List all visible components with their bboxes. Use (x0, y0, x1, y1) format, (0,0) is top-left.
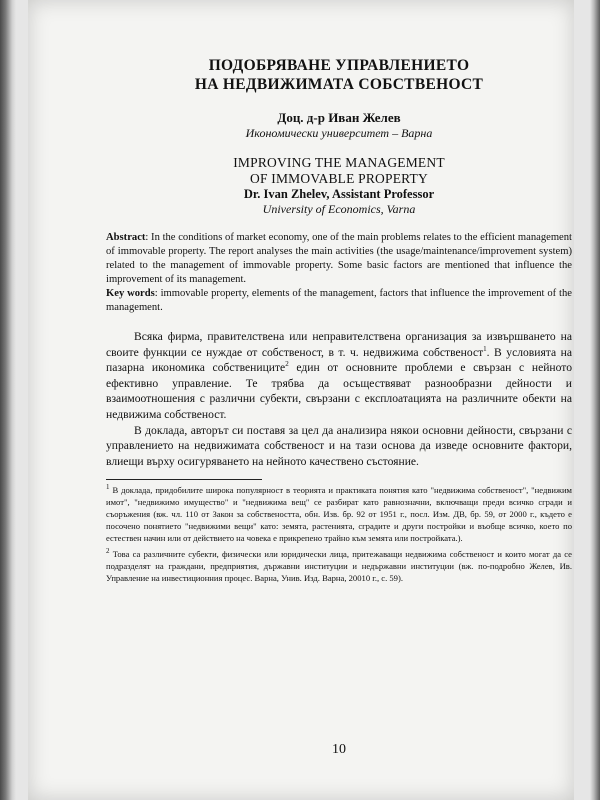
title-en-line-2: OF IMMOVABLE PROPERTY (250, 171, 428, 186)
affiliation-bg: Икономически университет – Варна (245, 126, 433, 140)
footnote-1 (106, 484, 572, 544)
title-bg-line-2: НА НЕДВИЖИМАТА СОБСТВЕНОСТ (194, 76, 484, 93)
title-en (106, 155, 572, 187)
footnote-divider (106, 479, 262, 480)
scan-shadow-right (590, 0, 600, 800)
footnote-2-text: Това са различните субекти, физически или юридически лица, притежаващи недвижима собственост и които могат да се подразделят на граждани, предприятия, държавни институции и недържавни институции (вж. по-подробно Желев, Ив. Управление на инвестиционния процес. Варна, Унив. Изд. Варна, 20010 г., с. 59). (106, 549, 572, 584)
body-paragraph-1 (106, 329, 572, 423)
affiliation-en: University of Economics, Varna (262, 202, 416, 216)
footnote-ref-1: 1 (483, 344, 487, 353)
body-p1-part-b: . В условията на пазарна икономика собствениците (106, 345, 572, 375)
page-content (106, 56, 572, 757)
footnote-2-mark: 2 (106, 547, 110, 556)
keywords (106, 287, 572, 315)
abstract-text: : In the conditions of market economy, one of the main problems relates to the efficient management of immovable property. The report analyses the main activities (the usage/maintenance/improvement system) related to the management of immovable property. Some basic factors are mentioned that influence the improvement of its management. (106, 232, 572, 285)
body-paragraph-2: В доклада, авторът си поставя за цел да анализира някои основни дейности, свързани с управлението на недвижимата собственост и на тази основа да изведе основните фактори, влиещи върху осигуряването на нейното качествено състояние. (106, 423, 572, 468)
title-en-line-1: IMPROVING THE MANAGEMENT (233, 155, 445, 170)
abstract (106, 231, 572, 287)
scan-shadow-left (0, 0, 16, 800)
title-bg (106, 56, 572, 94)
document-page (28, 0, 574, 800)
footnote-1-text: В доклада, придобилите широка популярност в теорията и практиката понятия като "недвижима собственост", "недвижим имот", "недвижимо имущество" и "недвижима вещ" се разбират като равнозначни, включващи преди всичко сгради и съоръжения (вж. чл. 110 от Закон за собствеността, обн. Изв. бр. 92 от 1951 г., посл. Изм. ДВ, бр. 59, от 2000 г., където е посочено понятието "недвижими вещи" като: земята, растенията, сградите и други постройки и въобще всичко, което по естествен начин или от действието на човека е прикрепено трайно към земята или постройката.). (106, 485, 572, 544)
footnote-2 (106, 548, 572, 584)
body-p1-part-c: един от основните проблеми е свързан с нейното ефективно управление. Те трябва да осъществяват разнообразни дейности и взаимоотношения с различни субекти, свързани с експлоатацията на различните обекти на недвижима собственост. (106, 361, 572, 421)
footnote-1-mark: 1 (106, 483, 110, 492)
page-number: 10 (332, 742, 346, 757)
author-en: Dr. Ivan Zhelev, Assistant Professor (243, 187, 435, 201)
body-p1-part-a: Всяка фирма, правителствена или неправителствена организация за извършването на своите функции се нуждае от собственост, в т. ч. недвижима собственост (106, 330, 572, 359)
keywords-text: : immovable property, elements of the management, factors that influence the improvement of the management. (106, 288, 572, 313)
title-bg-line-1: ПОДОБРЯВАНЕ УПРАВЛЕНИЕТО (208, 57, 470, 74)
footnote-ref-2: 2 (285, 360, 289, 369)
abstract-label: Abstract (106, 232, 146, 243)
author-bg: Доц. д-р Иван Желев (277, 110, 401, 125)
keywords-label: Key words (106, 288, 155, 299)
